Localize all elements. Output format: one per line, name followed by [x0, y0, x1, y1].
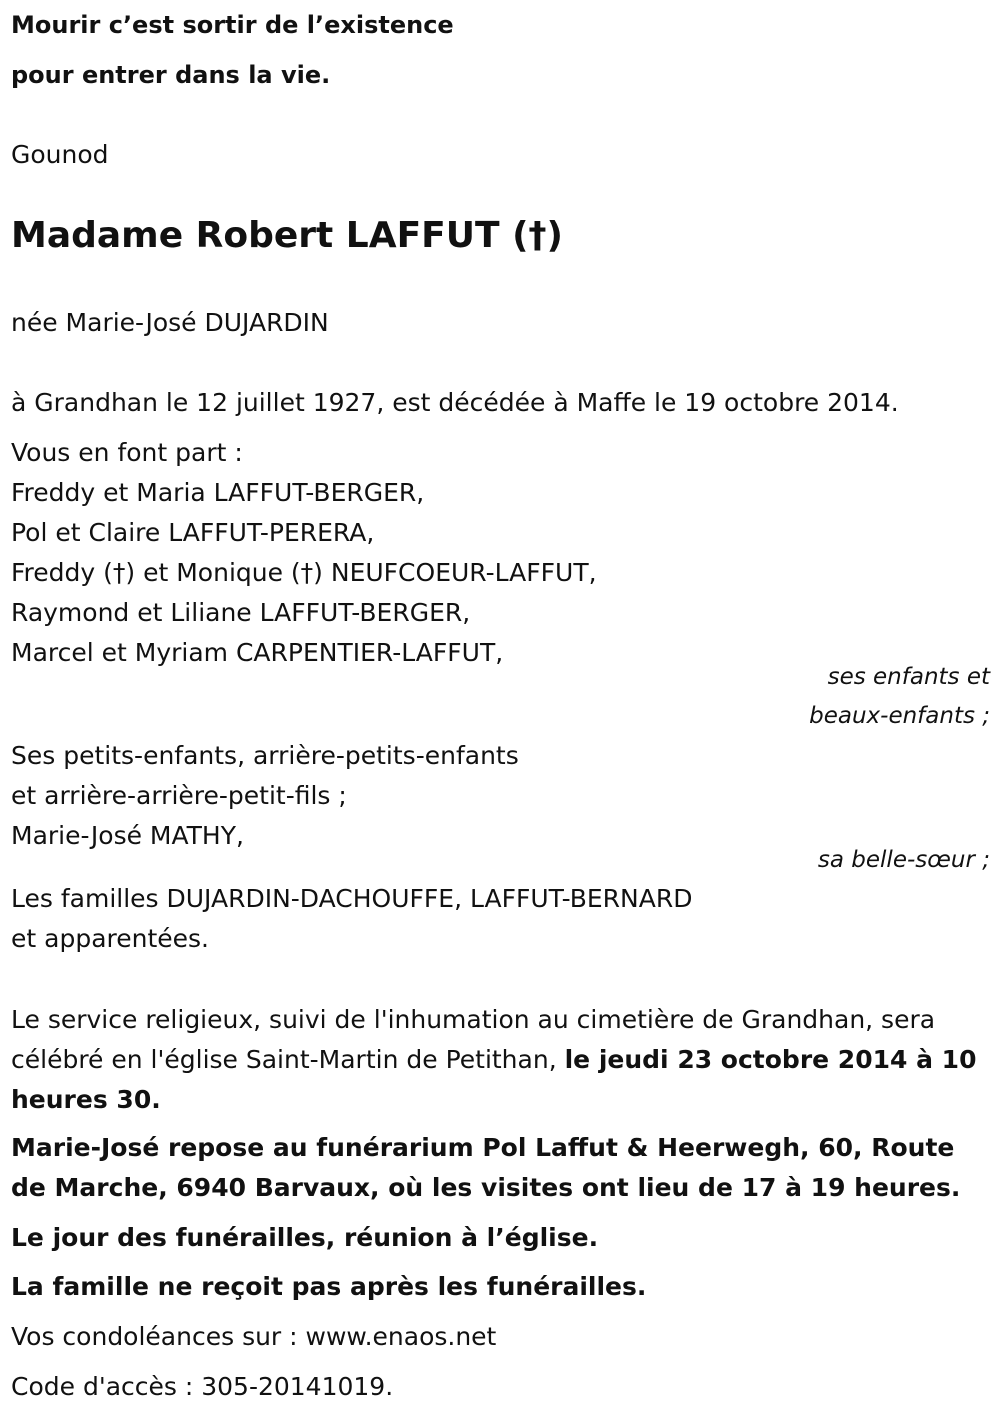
quote-line-1: Mourir c’est sortir de l’existence: [11, 11, 454, 39]
deceased-name: Madame Robert LAFFUT (†): [11, 215, 563, 256]
birth-death-dates: à Grandhan le 12 juillet 1927, est décédée à Maffe le 19 octobre 2014.: [11, 388, 899, 417]
funeral-home-paragraph: Marie-José repose au funérarium Pol Laffut & Heerwegh, 60, Route de Marche, 6940 Barvaux, où les visites ont lieu de 17 à 19 heures.: [11, 1133, 961, 1202]
sister-in-law-name: Marie-José MATHY,: [11, 821, 244, 850]
service-paragraph: [11, 1000, 996, 1120]
access-code: Code d'accès : 305-20141019.: [11, 1372, 394, 1401]
child-line: Freddy et Maria LAFFUT-BERGER,: [11, 478, 425, 507]
children-relation-2: beaux-enfants ;: [809, 703, 990, 729]
child-line: Freddy (†) et Monique (†) NEUFCOEUR-LAFFUT,: [11, 558, 597, 587]
child-line: Pol et Claire LAFFUT-PERERA,: [11, 518, 375, 547]
grandchildren-line-1: Ses petits-enfants, arrière-petits-enfants: [11, 741, 519, 770]
children-relation-1: ses enfants et: [827, 664, 990, 690]
quote-author: Gounod: [11, 140, 109, 169]
service-datetime: le jeudi 23 octobre 2014 à 10 heures 30.: [11, 1045, 977, 1114]
grandchildren-line-2: et arrière-arrière-petit-fils ;: [11, 781, 347, 810]
meeting-note: Le jour des funérailles, réunion à l’église.: [11, 1223, 599, 1252]
service-text: Le service religieux, suivi de l'inhumation au cimetière de Grandhan, sera célébré en l'église Saint-Martin de Petithan,: [11, 1005, 936, 1074]
announcement-intro: Vous en font part :: [11, 438, 243, 467]
families-line-1: Les familles DUJARDIN-DACHOUFFE, LAFFUT-BERNARD: [11, 884, 693, 913]
no-reception-note: La famille ne reçoit pas après les funérailles.: [11, 1272, 647, 1301]
child-line: Raymond et Liliane LAFFUT-BERGER,: [11, 598, 471, 627]
families-line-2: et apparentées.: [11, 924, 209, 953]
condolences-note: Vos condoléances sur : www.enaos.net: [11, 1322, 497, 1351]
child-line: Marcel et Myriam CARPENTIER-LAFFUT,: [11, 638, 504, 667]
birth-name: née Marie-José DUJARDIN: [11, 308, 329, 337]
quote-line-2: pour entrer dans la vie.: [11, 61, 331, 89]
sister-in-law-relation: sa belle-sœur ;: [817, 847, 990, 873]
